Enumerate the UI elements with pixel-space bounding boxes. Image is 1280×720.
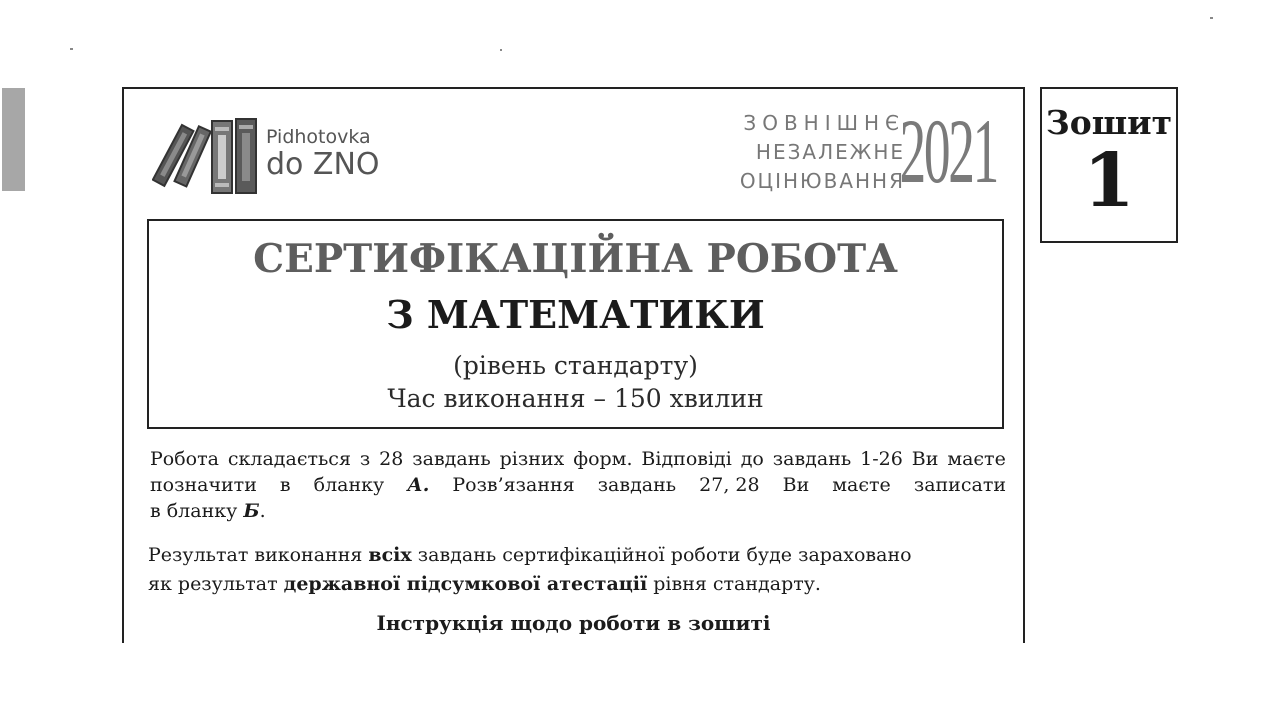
word: в xyxy=(279,474,291,496)
word: 28 xyxy=(379,448,404,470)
word: бланку xyxy=(313,474,385,496)
logo-line-2: do ZNO xyxy=(266,147,380,182)
intro-line-2 xyxy=(150,472,1006,498)
zno-line-1: ЗОВНІШНЄ xyxy=(743,111,905,135)
zno-line-2: НЕЗАЛЕЖНЕ xyxy=(755,140,905,164)
result-line-2 xyxy=(148,570,1008,599)
scan-speck xyxy=(500,49,502,51)
intro-paragraph xyxy=(150,446,1006,524)
left-scrollbar-marker xyxy=(2,88,25,191)
zno-year: 2021 xyxy=(899,100,997,202)
word: завдань xyxy=(597,474,677,496)
title-box xyxy=(147,219,1004,429)
text: рівня стандарту. xyxy=(647,573,821,595)
emphasis: всіх xyxy=(368,544,412,566)
text: як результат xyxy=(148,573,284,595)
word: 1-26 xyxy=(860,448,903,470)
instruction-heading: Інструкція щодо роботи в зошиті xyxy=(376,611,771,635)
word: маєте xyxy=(832,474,891,496)
scan-speck xyxy=(1210,17,1213,19)
bottom-crop xyxy=(0,643,1280,720)
form-a-label: А. xyxy=(407,474,430,496)
word: Робота xyxy=(150,448,219,470)
word: Ви xyxy=(911,448,939,470)
word: записати xyxy=(913,474,1006,496)
word: завдань xyxy=(412,448,491,470)
word: маєте xyxy=(947,448,1006,470)
text: Результат виконання xyxy=(148,544,369,566)
result-paragraph xyxy=(148,541,1008,599)
zno-line-3: ОЦІНЮВАННЯ xyxy=(739,169,905,193)
document-page xyxy=(122,87,1025,687)
result-line-1 xyxy=(148,541,1008,570)
word: з xyxy=(359,448,371,470)
duration-text: Час виконання – 150 хвилин xyxy=(387,384,764,413)
word: Розв’язання xyxy=(452,474,575,496)
logo-line-1: Pidhotovka xyxy=(266,126,371,148)
notebook-box xyxy=(1040,87,1178,243)
text: . xyxy=(259,500,266,522)
level-subtitle: (рівень стандарту) xyxy=(453,351,698,380)
form-b-label: Б xyxy=(243,500,260,522)
notebook-number: 1 xyxy=(1083,138,1135,224)
word: складається xyxy=(227,448,351,470)
intro-line-3 xyxy=(150,498,1006,524)
text: в бланку xyxy=(150,500,244,522)
word: 27, 28 xyxy=(699,474,760,496)
word: позначити xyxy=(150,474,257,496)
word: форм. xyxy=(573,448,633,470)
word: різних xyxy=(499,448,565,470)
scan-speck xyxy=(70,48,73,50)
word: Відповіді xyxy=(641,448,732,470)
books-icon xyxy=(152,117,264,197)
logo-wordmark xyxy=(266,126,380,182)
emphasis: державної підсумкової атестації xyxy=(283,573,648,595)
intro-line-1 xyxy=(150,446,1006,472)
text: завдань сертифікаційної роботи буде зараховано xyxy=(411,544,912,566)
notebook-label: Зошит xyxy=(1045,103,1173,142)
title-line-1: СЕРТИФІКАЦІЙНА РОБОТА xyxy=(253,236,898,282)
word: до xyxy=(740,448,764,470)
word: завдань xyxy=(772,448,852,470)
zno-wordmark xyxy=(740,109,905,196)
title-line-2: З МАТЕМАТИКИ xyxy=(386,292,765,337)
word: Ви xyxy=(782,474,810,496)
